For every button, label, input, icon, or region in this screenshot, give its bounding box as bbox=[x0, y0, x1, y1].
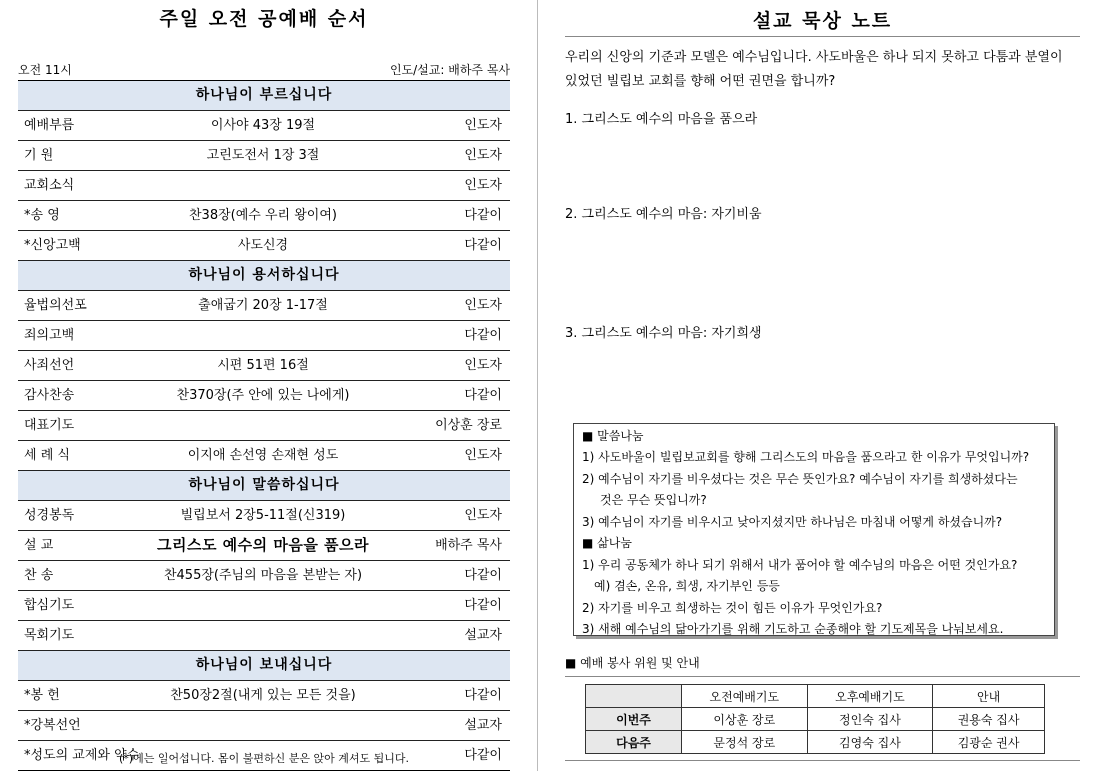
order-item-leader: 인도자 bbox=[464, 448, 502, 463]
staff-cell: 이상훈 장로 bbox=[682, 708, 808, 731]
order-row bbox=[18, 381, 510, 411]
order-item-leader: 인도자 bbox=[464, 358, 502, 373]
order-row bbox=[18, 291, 510, 321]
staff-cell: 김영숙 집사 bbox=[807, 731, 933, 754]
order-item-content: 고린도전서 1장 3절 bbox=[206, 148, 320, 163]
order-item-leader: 다같이 bbox=[464, 598, 502, 613]
order-row bbox=[18, 321, 510, 351]
order-item-content: 출애굽기 20장 1-17절 bbox=[198, 298, 328, 313]
staff-col-morning: 오전예배기도 bbox=[682, 685, 808, 708]
order-item-content: 찬370장(주 안에 있는 나에게) bbox=[176, 388, 350, 403]
order-item-name: 대표기도 bbox=[24, 418, 75, 433]
order-item-leader: 인도자 bbox=[464, 298, 502, 313]
order-item-leader: 다같이 bbox=[464, 388, 502, 403]
life-question: 3) 새해 예수님의 닮아가기를 위해 기도하고 순종해야 할 기도제목을 나눠보세요. bbox=[582, 622, 1004, 636]
word-question: 2) 예수님이 자기를 비우셨다는 것은 무슨 뜻인가요? 예수님이 자기를 희생하셨다는 bbox=[582, 472, 1018, 486]
order-item-content: 찬50장2절(내게 있는 모든 것을) bbox=[170, 688, 356, 703]
life-question: 2) 자기를 비우고 희생하는 것이 힘든 이유가 무엇인가요? bbox=[582, 601, 883, 615]
order-item-content: 이지애 손선영 손재현 성도 bbox=[187, 448, 339, 463]
sermon-point-3: 3. 그리스도 예수의 마음: 자기희생 bbox=[565, 326, 762, 341]
staff-col-guide: 안내 bbox=[933, 685, 1045, 708]
order-item-name: 율법의선포 bbox=[24, 298, 87, 313]
order-item-leader: 인도자 bbox=[464, 118, 502, 133]
order-row bbox=[18, 201, 510, 231]
sermon-point-1: 1. 그리스도 예수의 마음을 품으라 bbox=[565, 112, 758, 127]
word-question: 3) 예수님이 자기를 비우시고 낮아지셨지만 하나님은 마침내 어떻게 하셨습니까? bbox=[582, 515, 1003, 529]
order-row bbox=[18, 411, 510, 441]
order-item-name: *강복선언 bbox=[24, 718, 81, 733]
staff-col-afternoon: 오후예배기도 bbox=[807, 685, 933, 708]
intro-line: 우리의 신앙의 기준과 모델은 예수님입니다. 사도바울은 하나 되지 못하고 다툼과 분열이 bbox=[565, 50, 1063, 65]
worship-order-title: 주일 오전 공예배 순서 bbox=[159, 8, 369, 30]
order-item-name: 감사찬송 bbox=[24, 388, 75, 403]
section-header: 하나님이 용서하십니다 bbox=[18, 261, 510, 291]
order-item-leader: 배하주 목사 bbox=[435, 538, 502, 553]
order-row bbox=[18, 711, 510, 741]
sharing-box bbox=[573, 423, 1055, 636]
order-row bbox=[18, 501, 510, 531]
order-row bbox=[18, 111, 510, 141]
staff-row-next-week bbox=[586, 731, 1045, 754]
order-item-name: 성경봉독 bbox=[24, 508, 75, 523]
section-header: 하나님이 보내십니다 bbox=[18, 651, 510, 681]
footnote: (*)에는 일어섭니다. 몸이 불편하신 분은 앉아 계셔도 됩니다. bbox=[119, 752, 409, 765]
order-item-leader: 인도자 bbox=[464, 178, 502, 193]
order-item-leader: 다같이 bbox=[464, 688, 502, 703]
order-row bbox=[18, 681, 510, 711]
staff-row-label: 다음주 bbox=[586, 731, 682, 754]
staff-header: ■ 예배 봉사 위원 및 안내 bbox=[565, 656, 700, 670]
order-item-leader: 다같이 bbox=[464, 568, 502, 583]
order-item-name: *성도의 교제와 약수 bbox=[24, 748, 140, 763]
word-question: 1) 사도바울이 빌립보교회를 향해 그리스도의 마음을 품으라고 한 이유가 무엇입니까? bbox=[582, 450, 1030, 464]
staff-cell: 김광순 권사 bbox=[933, 731, 1045, 754]
order-row bbox=[18, 531, 510, 561]
order-item-leader: 이상훈 장로 bbox=[435, 418, 502, 433]
order-item-content: 시편 51편 16절 bbox=[217, 358, 309, 373]
order-item-leader: 다같이 bbox=[464, 328, 502, 343]
order-row bbox=[18, 141, 510, 171]
order-item-name: 세 례 식 bbox=[24, 448, 70, 463]
life-question-example: 예) 겸손, 온유, 희생, 자기부인 등등 bbox=[594, 579, 780, 593]
staff-underline bbox=[565, 676, 1080, 677]
order-row bbox=[18, 231, 510, 261]
sermon-intro bbox=[565, 46, 1080, 94]
order-item-leader: 설교자 bbox=[464, 628, 502, 643]
order-item-name: 찬 송 bbox=[24, 568, 54, 583]
order-item-content: 빌립보서 2장5-11절(신319) bbox=[180, 508, 346, 523]
section-header: 하나님이 말씀하십니다 bbox=[18, 471, 510, 501]
staff-cell: 정인숙 집사 bbox=[807, 708, 933, 731]
order-item-name: 설 교 bbox=[24, 538, 54, 553]
worship-order-table bbox=[18, 80, 510, 771]
order-row bbox=[18, 561, 510, 591]
staff-corner-cell bbox=[586, 685, 682, 708]
order-row bbox=[18, 591, 510, 621]
order-item-leader: 인도자 bbox=[464, 508, 502, 523]
worship-time: 오전 11시 bbox=[18, 63, 72, 77]
life-sharing-header: ■ 삶나눔 bbox=[582, 536, 632, 550]
order-item-name: *송 영 bbox=[24, 208, 60, 223]
order-item-content: 찬455장(주님의 마음을 본받는 자) bbox=[163, 568, 363, 583]
sermon-notes-title: 설교 묵상 노트 bbox=[752, 10, 893, 32]
order-item-name: 합심기도 bbox=[24, 598, 75, 613]
word-sharing-header: ■ 말씀나눔 bbox=[582, 429, 644, 443]
bottom-rule bbox=[565, 760, 1080, 761]
life-question: 1) 우리 공동체가 하나 되기 위해서 내가 품어야 할 예수님의 마음은 어떤 것인가요? bbox=[582, 558, 1018, 572]
order-item-content: 사도신경 bbox=[237, 238, 289, 253]
title-underline bbox=[565, 36, 1080, 37]
order-item-leader: 다같이 bbox=[464, 238, 502, 253]
order-item-name: 목회기도 bbox=[24, 628, 75, 643]
order-row bbox=[18, 351, 510, 381]
order-item-leader: 다같이 bbox=[464, 748, 502, 763]
order-item-name: 사죄선언 bbox=[24, 358, 75, 373]
order-item-name: 죄의고백 bbox=[24, 328, 75, 343]
sermon-point-2: 2. 그리스도 예수의 마음: 자기비움 bbox=[565, 207, 762, 222]
order-item-name: *신앙고백 bbox=[24, 238, 81, 253]
order-item-name: 교회소식 bbox=[24, 178, 75, 193]
order-item-name: 기 원 bbox=[24, 148, 54, 163]
order-item-leader: 다같이 bbox=[464, 208, 502, 223]
staff-header-row bbox=[586, 685, 1045, 708]
section-header: 하나님이 부르십니다 bbox=[18, 81, 510, 111]
order-item-content: 이사야 43장 19절 bbox=[210, 118, 316, 133]
intro-line: 있었던 빌립보 교회를 향해 어떤 권면을 합니까? bbox=[565, 74, 836, 89]
order-item-name: 예배부름 bbox=[24, 118, 75, 133]
staff-cell: 문정석 장로 bbox=[682, 731, 808, 754]
staff-cell: 권용숙 집사 bbox=[933, 708, 1045, 731]
order-row bbox=[18, 621, 510, 651]
order-item-name: *봉 헌 bbox=[24, 688, 60, 703]
order-item-leader: 인도자 bbox=[464, 148, 502, 163]
order-row bbox=[18, 441, 510, 471]
order-item-leader: 설교자 bbox=[464, 718, 502, 733]
page-divider bbox=[537, 0, 538, 771]
word-question-cont: 것은 무슨 뜻입니까? bbox=[600, 493, 707, 507]
order-item-content: 찬38장(예수 우리 왕이여) bbox=[189, 208, 337, 223]
order-item-content: 그리스도 예수의 마음을 품으라 bbox=[156, 536, 370, 554]
worship-leader: 인도/설교: 배하주 목사 bbox=[389, 63, 510, 77]
order-row bbox=[18, 171, 510, 201]
staff-row-this-week bbox=[586, 708, 1045, 731]
staff-row-label: 이번주 bbox=[586, 708, 682, 731]
staff-table bbox=[585, 684, 1045, 754]
